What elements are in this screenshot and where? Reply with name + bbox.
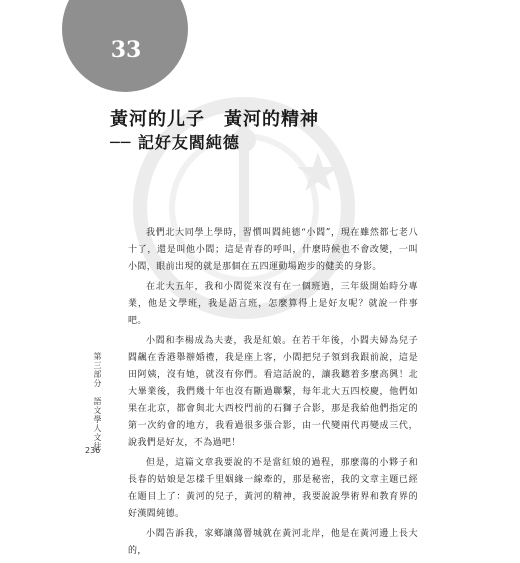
page-number: 236 (85, 446, 101, 455)
paragraph: 在北大五年，我和小閻從來沒有在一個班過，三年級開始時分專業，他是文學班，我是語言班，怎麼算得上是好友呢？就說一件事吧。 (128, 282, 418, 326)
article-title: 黃河的儿子 黃河的精神 (110, 109, 319, 130)
article-body (128, 225, 418, 563)
section-label: 第三部分 語文學人文往 (93, 352, 102, 451)
paragraph: 但是，這篇文章我要說的不是當紅娘的過程，那麼蕩的小夥子和長春的姑娘是怎樣千里姻緣一線牽的，那是秘密，我的文章主題已經在題目上了：黃河的兒子，黃河的精神，我要說說學術界和教育界的好漢閻純德。 (128, 458, 418, 519)
chapter-number: 33 (110, 37, 142, 63)
paragraph: 小閻和李楊成為夫妻，我是紅娘。在若干年後，小閻夫婦為兒子閻飆在香港舉辦婚禮，我是座上客，小閻把兒子領到我跟前說，這是田阿姨，沒有她，就沒有你們。看這話說的，讓我聽着多麼高興！北大畢業後，我們幾十年也沒有斷過聯繫，每年北大五四校慶，他們如果在北京，都會與北大西校門前的石獅子合影，那是我給他們指定的第一次約會的地方，我看過很多張合影，由一代變兩代再變成三代，說我們是好友，不為過吧！ (128, 336, 418, 448)
paragraph: 我們北大同學上學時，習慣叫閻純德“小閻”，現在雖然都七老八十了，還是叫他小閻；這是青春的呼叫，什麼時候也不會改變，一叫小閻，眼前出現的就是那個在五四運動場跑步的健美的身影。 (128, 228, 418, 272)
paragraph: 小閻告訴我，家鄉讓蕩罾城就在黃河北岸，他是在黃河邊上長大的， (128, 529, 418, 556)
article-subtitle: ── 記好友閻純德 (110, 133, 240, 152)
